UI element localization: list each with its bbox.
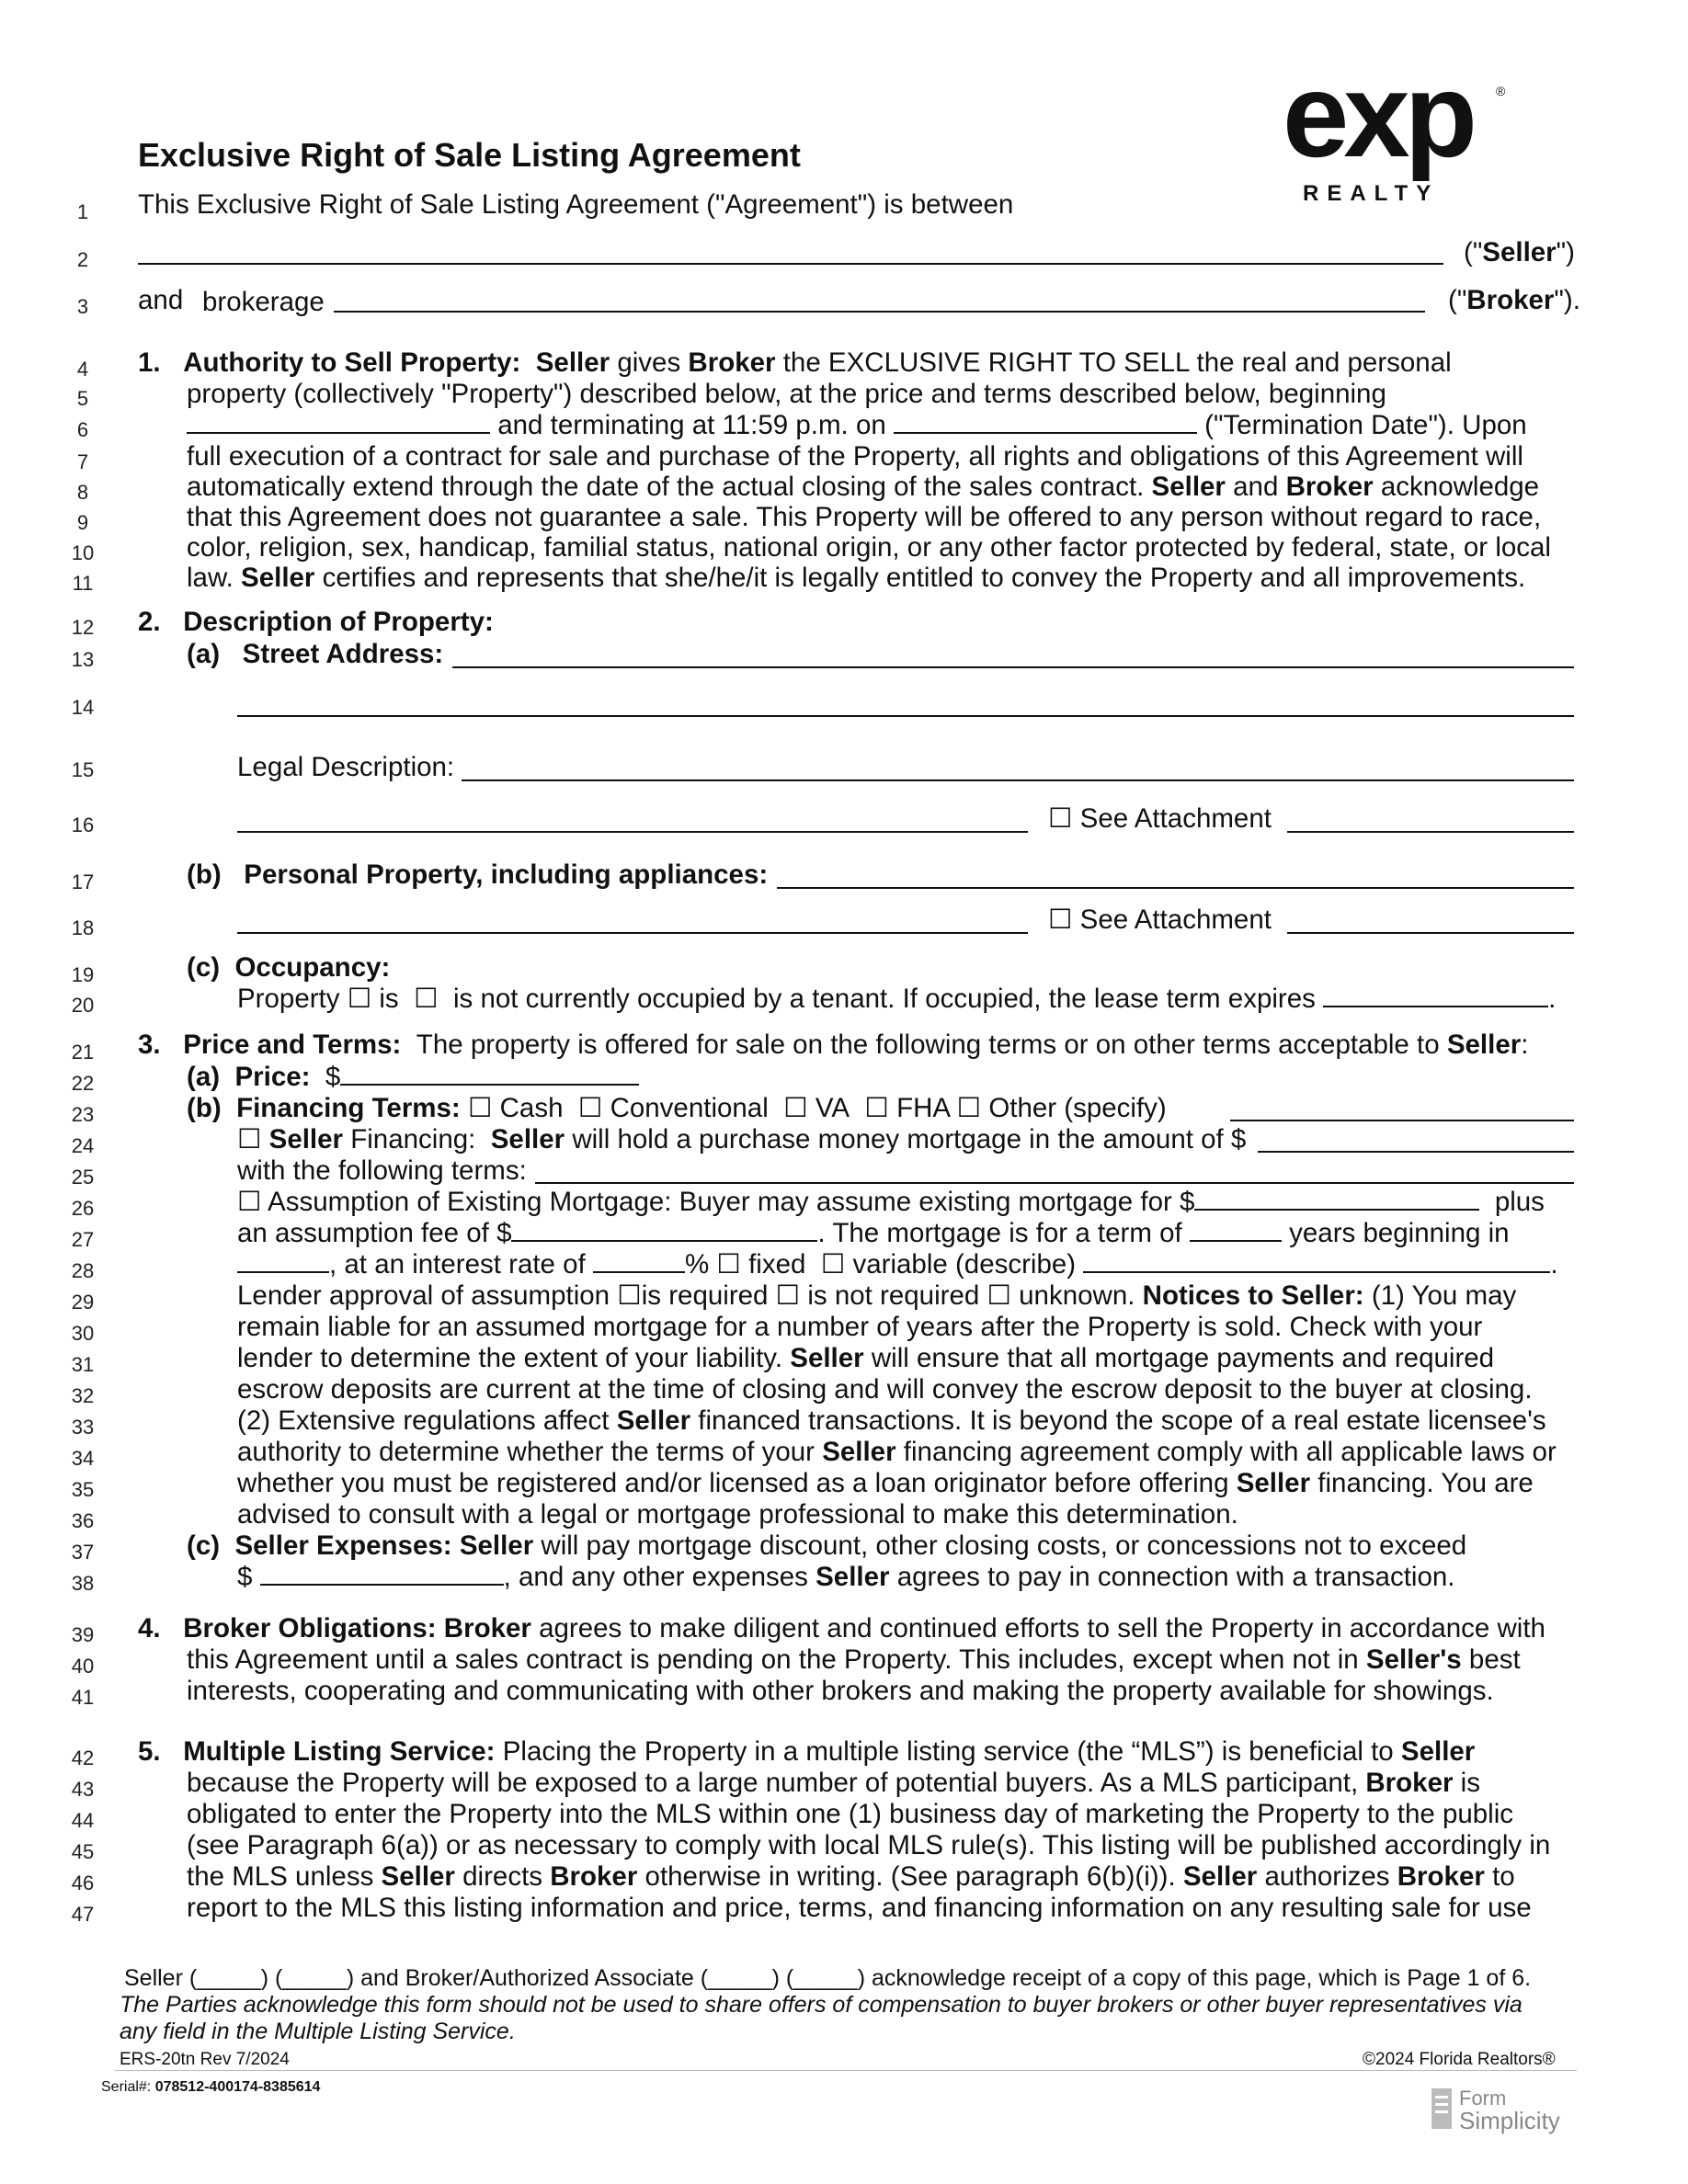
line-number: 35 <box>71 1478 95 1501</box>
logo-registered-mark: ® <box>1496 84 1506 98</box>
line-number: 12 <box>71 616 95 639</box>
interest-rate-line: , at an interest rate of % ☐ fixed ☐ variable (describe) . <box>237 1251 1558 1279</box>
footer-divider <box>115 2070 1577 2071</box>
s5-line-47: report to the MLS this listing information and price, terms, and financing information on any resulting sale for use <box>187 1893 1532 1923</box>
line-number: 47 <box>71 1903 95 1926</box>
street-address-field[interactable] <box>452 666 1574 668</box>
line-number: 9 <box>76 511 89 534</box>
form-id: ERS-20tn Rev 7/2024 <box>120 2050 290 2069</box>
s1-line-6: and terminating at 11:59 p.m. on ("Termination Date"). Upon <box>187 412 1527 439</box>
line-number: 39 <box>71 1623 95 1646</box>
document-title: Exclusive Right of Sale Listing Agreement <box>138 136 801 174</box>
line-number: 23 <box>71 1103 95 1126</box>
s5-line-43: because the Property will be exposed to a large number of potential buyers. As a MLS participant, Broker is <box>187 1768 1480 1798</box>
brokerage-label: brokerage <box>202 287 325 317</box>
price-line: (a) Price: $ <box>187 1064 639 1091</box>
line-number: 28 <box>71 1259 95 1282</box>
line-number: 34 <box>71 1447 95 1470</box>
termination-date-field[interactable] <box>894 412 1197 434</box>
s3-line-31: lender to determine the extent of your liability. Seller will ensure that all mortgage payments and required <box>237 1343 1495 1373</box>
lease-expires-field[interactable] <box>1323 985 1548 1007</box>
s4-line-40: this Agreement until a sales contract is pending on the Property. This includes, except when not in Seller's best <box>187 1644 1521 1675</box>
financing-terms-line: (b) Financing Terms: ☐ Cash ☐ Conventional ☐ VA ☐ FHA ☐ Other (specify) <box>187 1093 1167 1123</box>
brokerage-field[interactable] <box>334 311 1425 313</box>
s3-line-34: authority to determine whether the terms of your Seller financing agreement comply with all applicable laws or <box>237 1437 1557 1467</box>
see-attachment-2[interactable]: ☐ See Attachment <box>1048 904 1272 935</box>
exp-realty-logo <box>1283 64 1522 211</box>
line-number: 15 <box>71 758 95 781</box>
variable-describe-field[interactable] <box>1083 1251 1550 1273</box>
section-3-heading: 3. Price and Terms: The property is offered for sale on the following terms or on other terms acceptable to Seller: <box>138 1029 1529 1060</box>
s5-line-45: (see Paragraph 6(a)) or as necessary to comply with local MLS rule(s). This listing will be published accordingly in <box>187 1830 1551 1860</box>
following-terms-label: with the following terms: <box>237 1155 527 1186</box>
serial-number: Serial#: 078512-400174-8385614 <box>101 2079 321 2095</box>
form-simplicity-logo <box>1430 2085 1586 2140</box>
checkbox[interactable]: ☐ <box>820 1249 846 1280</box>
checkbox[interactable]: ☐ <box>467 1093 493 1123</box>
checkbox[interactable]: ☐ <box>414 984 439 1014</box>
line-number: 8 <box>76 481 89 504</box>
s1-line-8: automatically extend through the date of the actual closing of the sales contract. Seller and Broker acknowledge <box>187 472 1540 502</box>
other-financing-field[interactable] <box>1230 1120 1574 1121</box>
s1-line-11: law. Seller certifies and represents that she/he/it is legally entitled to convey the Property and all improvements. <box>187 563 1526 593</box>
footer-note-2: any field in the Multiple Listing Service. <box>120 2019 516 2044</box>
line-number: 44 <box>71 1809 95 1832</box>
existing-mortgage-field[interactable] <box>1194 1189 1479 1211</box>
s1-line-9: that this Agreement does not guarantee a sale. This Property will be offered to any person without regard to race, <box>187 502 1542 532</box>
lender-approval-line: Lender approval of assumption ☐is required ☐ is not required ☐ unknown. Notices to Seller: (1) You may <box>237 1280 1517 1311</box>
line-number: 26 <box>71 1197 95 1220</box>
broker-tag: ("Broker"). <box>1448 285 1580 315</box>
line-number: 30 <box>71 1322 95 1345</box>
price-field[interactable] <box>340 1064 639 1086</box>
interest-rate-field[interactable] <box>593 1251 685 1273</box>
checkbox[interactable]: ☐ <box>956 1093 982 1123</box>
checkbox[interactable]: ☐ <box>347 984 372 1014</box>
legal-description-field[interactable] <box>462 779 1574 781</box>
occupancy-line: Property ☐ is ☐ is not currently occupied by a tenant. If occupied, the lease term expires . <box>237 984 1557 1014</box>
checkbox[interactable]: ☐ <box>1048 904 1073 935</box>
line-number: 11 <box>72 572 94 595</box>
seller-expenses-line: (c) Seller Expenses: Seller will pay mortgage discount, other closing costs, or concessions not to exceed <box>187 1530 1467 1561</box>
line-number: 41 <box>71 1686 95 1709</box>
line-number: 22 <box>71 1072 95 1095</box>
s1-line-7: full execution of a contract for sale and purchase of the Property, all rights and obligations of this Agreement will <box>187 441 1523 472</box>
line-number: 43 <box>71 1778 95 1801</box>
legal-description-field-2[interactable] <box>237 831 1028 833</box>
s3-line-30: remain liable for an assumed mortgage for a number of years after the Property is sold. Check with your <box>237 1312 1483 1342</box>
street-address-label: (a) Street Address: <box>187 639 444 669</box>
checkbox[interactable]: ☐ <box>237 1124 262 1155</box>
line-number: 46 <box>71 1871 95 1894</box>
assumption-fee-field[interactable] <box>511 1220 817 1242</box>
expense-cap-field[interactable] <box>260 1564 504 1586</box>
line-number: 38 <box>71 1572 95 1595</box>
checkbox[interactable]: ☐ <box>577 1093 603 1123</box>
logo-main: exp <box>1283 64 1473 182</box>
line-number: 17 <box>71 870 95 893</box>
begin-date-field[interactable] <box>187 412 490 434</box>
assumption-line: ☐ Assumption of Existing Mortgage: Buyer may assume existing mortgage for $ plus <box>237 1187 1545 1217</box>
line-number: 10 <box>71 541 95 564</box>
following-terms-field[interactable] <box>535 1182 1574 1184</box>
acknowledgment-line: Seller (_____) (_____) and Broker/Authorized Associate (_____) (_____) acknowledge receipt of a copy of this page, which is Page 1 of 6. <box>124 1965 1532 1991</box>
line-number: 4 <box>76 358 89 381</box>
section-2-heading: 2. Description of Property: <box>138 607 494 637</box>
seller-name-field[interactable] <box>138 263 1443 265</box>
svg-text:Simplicity: Simplicity <box>1459 2107 1560 2134</box>
line-number: 45 <box>71 1840 95 1863</box>
line-number: 6 <box>76 418 89 441</box>
line-number: 33 <box>71 1416 95 1439</box>
mortgage-amount-field[interactable] <box>1258 1151 1574 1153</box>
s4-line-41: interests, cooperating and communicating with other brokers and making the property available for showings. <box>187 1676 1494 1706</box>
line-number: 1 <box>76 200 89 223</box>
personal-property-field[interactable] <box>777 887 1574 889</box>
and-label: and <box>138 285 184 315</box>
checkbox[interactable]: ☐ <box>237 1187 262 1217</box>
line-number: 31 <box>71 1353 95 1376</box>
s3-line-32: escrow deposits are current at the time of closing and will convey the escrow deposit to the buyer at closing. <box>237 1374 1533 1405</box>
line-number: 5 <box>76 387 89 410</box>
street-address-field-2[interactable] <box>237 715 1574 717</box>
s3-line-35: whether you must be registered and/or licensed as a loan originator before offering Seller financing. You are <box>237 1468 1534 1498</box>
s1-line-10: color, religion, sex, handicap, familial status, national origin, or any other factor protected by federal, state, or local <box>187 532 1551 563</box>
checkbox[interactable]: ☐ <box>987 1280 1011 1311</box>
line-number: 3 <box>76 295 89 318</box>
line-number: 27 <box>71 1228 95 1251</box>
s5-line-44: obligated to enter the Property into the MLS within one (1) business day of marketing the Property to the public <box>187 1799 1514 1829</box>
term-years-field[interactable] <box>1190 1220 1282 1242</box>
intro-line: This Exclusive Right of Sale Listing Agreement ("Agreement") is between <box>138 189 1014 220</box>
line-number: 32 <box>71 1384 95 1407</box>
checkbox[interactable]: ☐ <box>864 1093 889 1123</box>
line-number: 25 <box>71 1166 95 1189</box>
seller-financing-line: ☐ Seller Financing: Seller will hold a purchase money mortgage in the amount of $ <box>237 1124 1247 1155</box>
seller-expenses-line-2: $ , and any other expenses Seller agrees to pay in connection with a transaction. <box>237 1562 1455 1592</box>
s3-line-33: (2) Extensive regulations affect Seller financed transactions. It is beyond the scope of a real estate licensee's <box>237 1405 1546 1436</box>
assumption-fee-line: an assumption fee of $ . The mortgage is for a term of years beginning in <box>237 1218 1510 1248</box>
checkbox[interactable]: ☐ <box>783 1093 808 1123</box>
line-number: 16 <box>71 813 95 836</box>
section-5: 5. Multiple Listing Service: Placing the Property in a multiple listing service (the “MLS”) is beneficial to Seller <box>138 1736 1476 1767</box>
section-1: 1. Authority to Sell Property: Seller gives Broker the EXCLUSIVE RIGHT TO SELL the real and personal <box>138 347 1452 378</box>
section-4: 4. Broker Obligations: Broker agrees to make diligent and continued efforts to sell the Property in accordance with <box>138 1613 1545 1644</box>
checkbox[interactable]: ☐ <box>716 1249 741 1280</box>
attachment-field-2[interactable] <box>1287 932 1574 934</box>
footer-note-1: The Parties acknowledge this form should not be used to share offers of compensation to buyer brokers or other buyer representatives via <box>120 1992 1523 2018</box>
seller-tag: ("Seller") <box>1464 237 1575 267</box>
line-number: 36 <box>71 1509 95 1532</box>
logo-sub: REALTY <box>1303 181 1440 206</box>
line-number: 2 <box>76 248 89 271</box>
checkbox[interactable]: ☐ <box>617 1280 642 1311</box>
line-number: 29 <box>71 1291 95 1314</box>
occupancy-label: (c) Occupancy: <box>187 952 391 983</box>
s1-line-5: property (collectively "Property") described below, at the price and terms described below, beginning <box>187 379 1386 409</box>
beginning-year-field[interactable] <box>237 1251 329 1273</box>
copyright: ©2024 Florida Realtors® <box>1363 2050 1556 2069</box>
checkbox[interactable]: ☐ <box>775 1280 801 1311</box>
line-number: 18 <box>71 916 95 939</box>
personal-property-label: (b) Personal Property, including appliances: <box>187 859 769 890</box>
legal-description-label: Legal Description: <box>237 752 455 782</box>
s3-line-36: advised to consult with a legal or mortgage professional to make this determination. <box>237 1499 1238 1530</box>
line-number: 7 <box>76 450 89 473</box>
line-number: 24 <box>71 1134 95 1157</box>
document-icon <box>1431 2088 1452 2129</box>
line-number: 21 <box>71 1041 95 1064</box>
line-number: 19 <box>71 963 95 986</box>
line-number: 13 <box>71 648 95 671</box>
attachment-field-1[interactable] <box>1287 831 1574 833</box>
line-number: 37 <box>71 1541 95 1564</box>
personal-property-field-2[interactable] <box>237 932 1028 934</box>
svg-text:Form: Form <box>1459 2087 1507 2110</box>
line-number: 40 <box>71 1655 95 1678</box>
s5-line-46: the MLS unless Seller directs Broker otherwise in writing. (See paragraph 6(b)(i)). Seller authorizes Broker to <box>187 1861 1515 1892</box>
line-number: 20 <box>71 994 95 1017</box>
see-attachment-1[interactable]: ☐ See Attachment <box>1048 803 1272 834</box>
checkbox[interactable]: ☐ <box>1048 803 1073 834</box>
line-number: 14 <box>71 696 95 719</box>
line-number: 42 <box>71 1746 95 1769</box>
